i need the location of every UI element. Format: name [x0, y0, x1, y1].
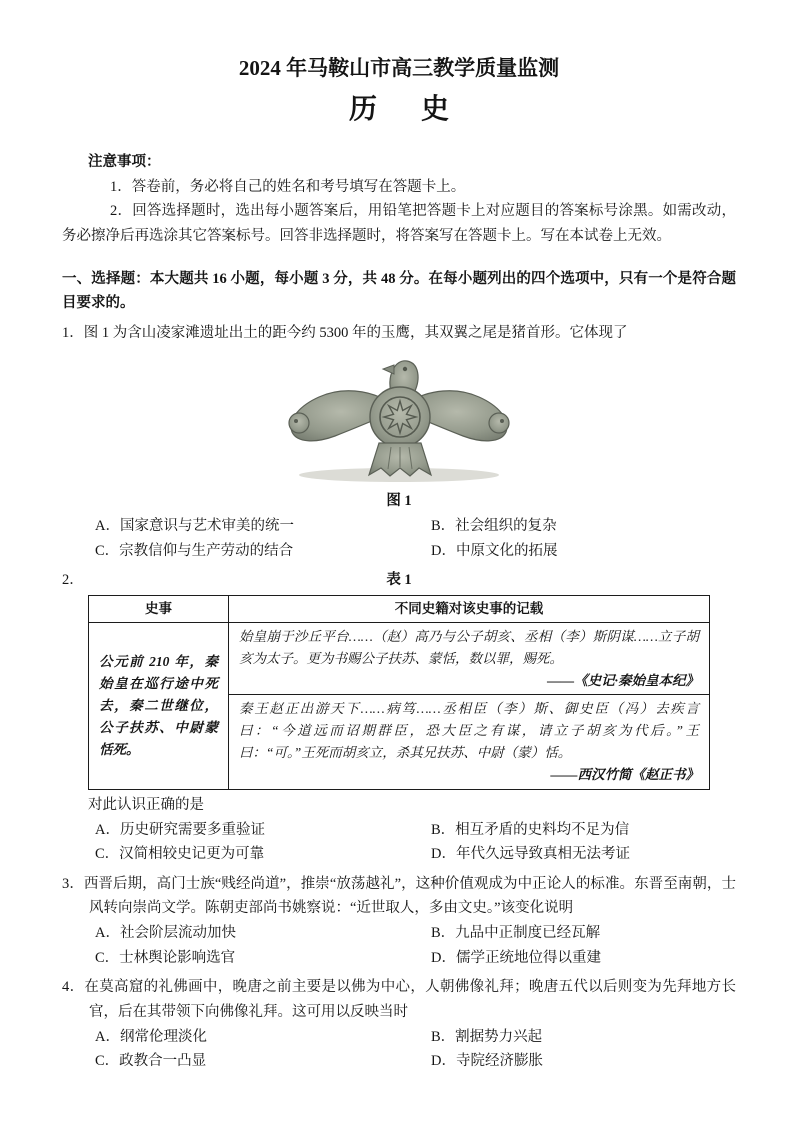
- question-2-options: [95, 818, 736, 867]
- notice-heading: 注意事项：: [88, 153, 161, 170]
- question-4-option-d: D．寺院经济膨胀: [431, 1053, 543, 1070]
- record-2-source: ——西汉竹简《赵正书》: [550, 767, 699, 782]
- notice-item-1: 1．答卷前，务必将自己的姓名和考号填写在答题卡上。: [110, 178, 466, 195]
- jade-eagle-image: [273, 349, 525, 487]
- question-2-option-d: D．年代久远导致真相无法考证: [431, 846, 630, 863]
- record-1-source: ——《史记·秦始皇本纪》: [547, 672, 699, 688]
- table-1-record-1-cell: [229, 622, 710, 695]
- table-1: [88, 595, 710, 790]
- table-1-event-cell: 公元前 210 年，秦始皇在巡行途中死去，秦二世继位，公子扶苏、中尉蒙恬死。: [89, 622, 229, 789]
- question-2-option-b: B．相互矛盾的史料均不足为信: [431, 821, 630, 838]
- question-3-stem: [62, 872, 736, 921]
- paper-title: 2024 年马鞍山市高三教学质量监测: [238, 56, 560, 80]
- question-3-option-b: B．九品中正制度已经瓦解: [431, 925, 601, 942]
- question-2-head: [62, 568, 736, 593]
- question-1-stem: [62, 321, 736, 346]
- question-1: [62, 321, 736, 564]
- table-1-caption: 表 1: [386, 572, 412, 589]
- question-2-option-a: A．历史研究需要多重验证: [95, 821, 265, 838]
- question-4-options: [95, 1025, 736, 1074]
- record-2-text: 秦王赵正出游天下……病笃……丞相臣（李）斯、御史臣（冯）去疾言曰：“今道远而诏期群臣，恐大臣之有谋，请立子胡亥为代后。”王曰：“可。”王死而胡亥立，杀其兄扶苏、中尉（蒙）恬。: [239, 701, 699, 761]
- question-4: [62, 975, 736, 1074]
- question-1-option-d: D．中原文化的拓展: [431, 542, 558, 559]
- question-3-number: 3．: [62, 875, 84, 892]
- question-4-stem: [62, 975, 736, 1024]
- question-3-options: [95, 921, 736, 970]
- table-1-header-records: 不同史籍对该史事的记载: [229, 595, 710, 622]
- question-1-option-a: A．国家意识与艺术审美的统一: [95, 518, 294, 535]
- question-2-substem: 对此认识正确的是: [88, 796, 204, 813]
- paper-subject: 历 史: [348, 94, 457, 126]
- figure-1-caption: 图 1: [386, 493, 412, 510]
- question-2-option-c: C．汉简相较史记更为可靠: [95, 846, 265, 863]
- question-3-option-a: A．社会阶层流动加快: [95, 925, 236, 942]
- record-1-text: 始皇崩于沙丘平台……（赵）高乃与公子胡亥、丞相（李）斯阴谋……立子胡亥为太子。更为书赐公子扶苏、蒙恬，数以罪，赐死。: [239, 628, 699, 666]
- table-1-header-event: 史事: [89, 595, 229, 622]
- table-1-header-row: [89, 595, 710, 622]
- notice-section: [62, 150, 736, 249]
- question-4-option-c: C．政教合一凸显: [95, 1053, 207, 1070]
- question-4-number: 4．: [62, 979, 85, 996]
- question-3-text: 西晋后期，高门士族“贱经尚道”，推崇“放荡越礼”，这种价值观成为中正论人的标准。东晋至南朝，士风转向崇尚文学。陈朝吏部尚书姚察说：“近世取人，多由文史。”该变化说明: [83, 875, 736, 917]
- question-4-option-b: B．割据势力兴起: [431, 1028, 543, 1045]
- table-1-record-2-cell: [229, 695, 710, 789]
- question-3-option-d: D．儒学正统地位得以重建: [431, 949, 601, 966]
- figure-1: [62, 349, 736, 487]
- question-1-text: 图 1 为含山凌家滩遗址出土的距今约 5300 年的玉鹰，其双翼之尾是猪首形。它体现了: [83, 324, 628, 341]
- question-2-number: 2．: [62, 572, 84, 589]
- question-2: [62, 568, 736, 866]
- question-3-option-c: C．士林舆论影响选官: [95, 949, 236, 966]
- section-1-heading: 一、选择题：本大题共 16 小题，每小题 3 分，共 48 分。在每小题列出的四个选项中，只有一个是符合题目要求的。: [62, 270, 736, 312]
- notice-item-2: 2．回答选择题时，选出每小题答案后，用铅笔把答题卡上对应题目的答案标号涂黑。如需改动，务必擦净后再选涂其它答案标号。回答非选择题时，将答案写在答题卡上。写在本试卷上无效。: [62, 203, 736, 244]
- question-1-option-b: B．社会组织的复杂: [431, 518, 557, 535]
- question-1-options: [95, 514, 736, 563]
- question-1-number: 1．: [62, 324, 84, 341]
- question-3: [62, 872, 736, 971]
- question-1-option-c: C．宗教信仰与生产劳动的结合: [95, 542, 294, 559]
- question-4-text: 在莫高窟的礼佛画中，晚唐之前主要是以佛为中心，人朝佛像礼拜；晚唐五代以后则变为先拜地方长官，后在其带领下向佛像礼拜。这可用以反映当时: [84, 979, 737, 1020]
- question-4-option-a: A．纲常伦理淡化: [95, 1028, 207, 1045]
- table-1-row-1: [89, 622, 710, 695]
